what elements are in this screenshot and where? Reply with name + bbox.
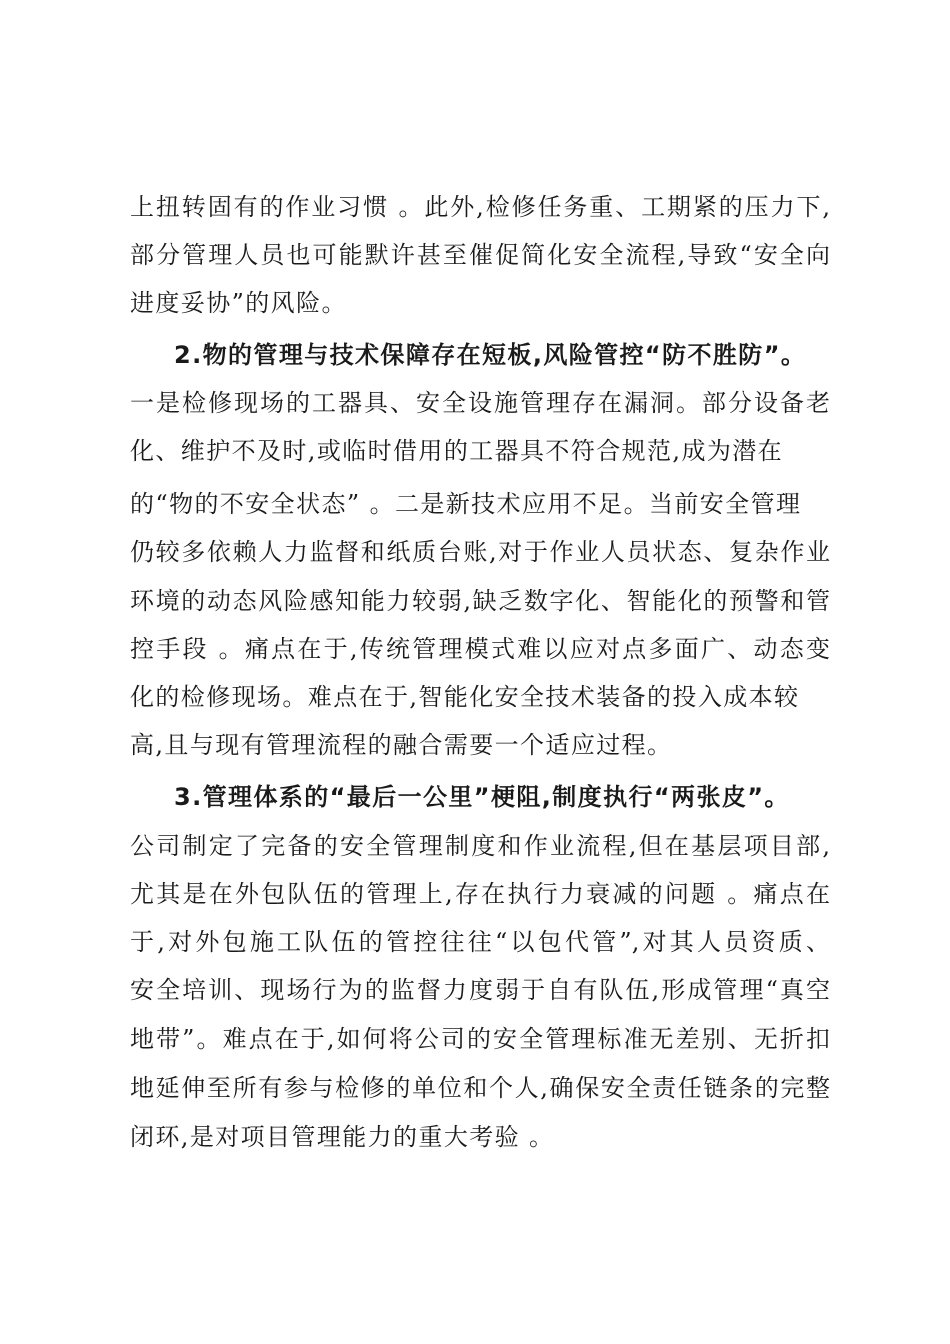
paragraph-line: 地延伸至所有参与检修的单位和个人,确保安全责任链条的完整 xyxy=(130,1074,830,1102)
paragraph-line: 闭环,是对项目管理能力的重大考验 。 xyxy=(130,1123,555,1151)
paragraph-line: 环境的动态风险感知能力较弱,缺乏数字化、智能化的预警和管 xyxy=(130,587,830,615)
paragraph-line: 化、维护不及时,或临时借用的工器具不符合规范,成为潜在 xyxy=(130,437,784,465)
section-heading: 2.物的管理与技术保障存在短板,风险管控“防不胜防”。 xyxy=(174,341,807,369)
paragraph-line: 控手段 。痛点在于,传统管理模式难以应对点多面广、动态变 xyxy=(130,635,830,663)
paragraph-line: 尤其是在外包队伍的管理上,存在执行力衰减的问题 。痛点在 xyxy=(130,880,830,908)
paragraph-line: 的“物的不安全状态” 。二是新技术应用不足。当前安全管理 xyxy=(130,490,802,518)
paragraph-line: 上扭转固有的作业习惯 。此外,检修任务重、工期紧的压力下, xyxy=(130,193,830,221)
paragraph-line: 一是检修现场的工器具、安全设施管理存在漏洞。部分设备老 xyxy=(130,389,830,417)
paragraph-line: 于,对外包施工队伍的管控往往“以包代管”,对其人员资质、 xyxy=(130,928,830,956)
paragraph-line: 部分管理人员也可能默许甚至催促简化安全流程,导致“安全向 xyxy=(130,241,830,269)
paragraph-line: 高,且与现有管理流程的融合需要一个适应过程。 xyxy=(130,731,673,759)
paragraph-line: 化的检修现场。难点在于,智能化安全技术装备的投入成本较 xyxy=(130,683,800,711)
section-heading: 3.管理体系的“最后一公里”梗阻,制度执行“两张皮”。 xyxy=(174,783,790,811)
paragraph-line: 进度妥协”的风险。 xyxy=(130,289,347,317)
paragraph-line: 地带”。难点在于,如何将公司的安全管理标准无差别、无折扣 xyxy=(130,1025,830,1053)
paragraph-line: 安全培训、现场行为的监督力度弱于自有队伍,形成管理“真空 xyxy=(130,976,830,1004)
paragraph-line: 仍较多依赖人力监督和纸质台账,对于作业人员状态、复杂作业 xyxy=(130,538,830,566)
paragraph-line: 公司制定了完备的安全管理制度和作业流程,但在基层项目部, xyxy=(130,832,830,860)
